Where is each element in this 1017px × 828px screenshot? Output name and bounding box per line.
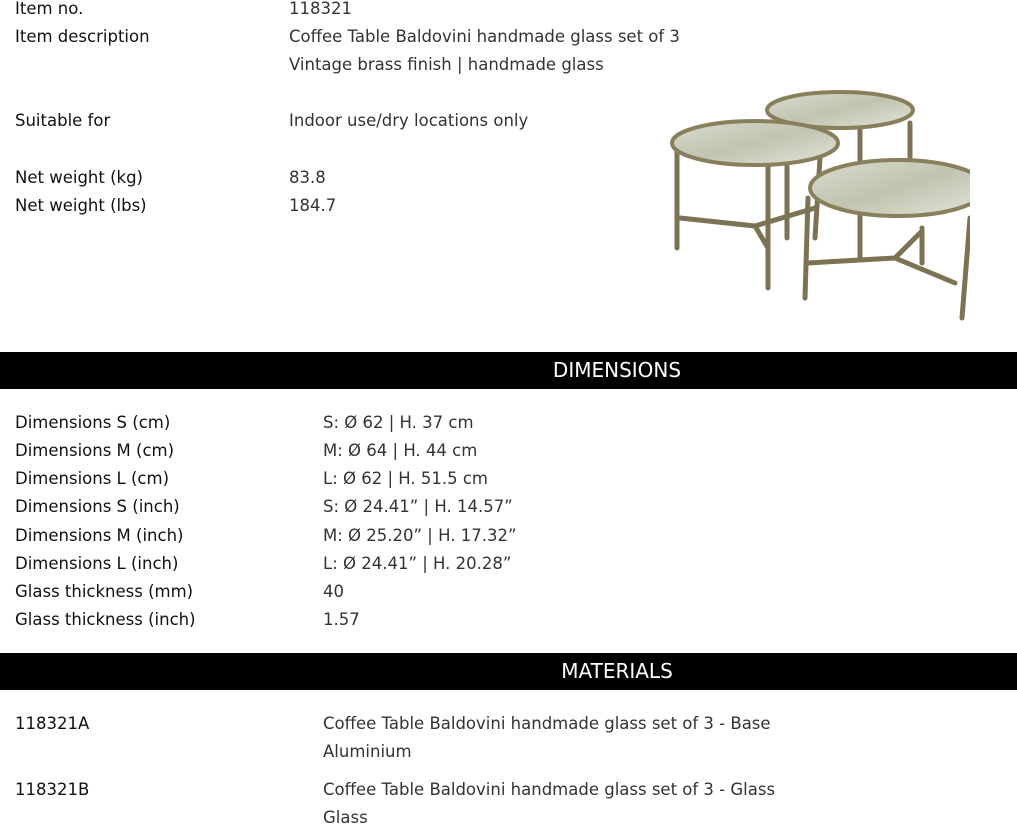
item-no-label: Item no. (15, 0, 84, 18)
suitable-for-label: Suitable for (15, 111, 111, 130)
material-name: Glass (323, 808, 368, 827)
net-weight-lbs-value: 184.7 (289, 196, 337, 215)
dim-label: Glass thickness (inch) (15, 610, 196, 629)
dim-value: 40 (323, 582, 344, 601)
net-weight-kg-value: 83.8 (289, 168, 326, 187)
dim-value: M: Ø 64 | H. 44 cm (323, 441, 478, 460)
dim-value: M: Ø 25.20” | H. 17.32” (323, 526, 517, 545)
dim-value: L: Ø 62 | H. 51.5 cm (323, 469, 489, 488)
materials-title: MATERIALS (561, 659, 673, 683)
net-weight-kg-label: Net weight (kg) (15, 168, 143, 187)
item-description-value: Coffee Table Baldovini handmade glass set of 3 (289, 27, 680, 46)
materials-header (0, 653, 1017, 690)
dim-label: Dimensions L (inch) (15, 554, 179, 573)
dim-label: Dimensions S (inch) (15, 497, 180, 516)
material-description: Coffee Table Baldovini handmade glass set of 3 - Glass (323, 780, 776, 799)
dim-value: L: Ø 24.41” | H. 20.28” (323, 554, 512, 573)
material-code: 118321A (15, 714, 90, 733)
dimensions-title: DIMENSIONS (552, 358, 682, 382)
dim-label: Dimensions M (inch) (15, 526, 184, 545)
dim-value: S: Ø 24.41” | H. 14.57” (323, 497, 513, 516)
dim-value: S: Ø 62 | H. 37 cm (323, 413, 474, 432)
dim-label: Dimensions S (cm) (15, 413, 171, 432)
dim-value: 1.57 (323, 610, 360, 629)
dimensions-header (0, 352, 1017, 389)
item-description-label: Item description (15, 27, 150, 46)
product-image (650, 88, 970, 333)
material-name: Aluminium (323, 742, 412, 761)
dim-label: Glass thickness (mm) (15, 582, 194, 601)
item-no-value: 118321 (289, 0, 352, 18)
dim-label: Dimensions M (cm) (15, 441, 175, 460)
item-description-finish: Vintage brass finish | handmade glass (289, 55, 604, 74)
material-code: 118321B (15, 780, 90, 799)
net-weight-lbs-label: Net weight (lbs) (15, 196, 147, 215)
dim-label: Dimensions L (cm) (15, 469, 170, 488)
suitable-for-value: Indoor use/dry locations only (289, 111, 529, 130)
material-description: Coffee Table Baldovini handmade glass set of 3 - Base (323, 714, 771, 733)
